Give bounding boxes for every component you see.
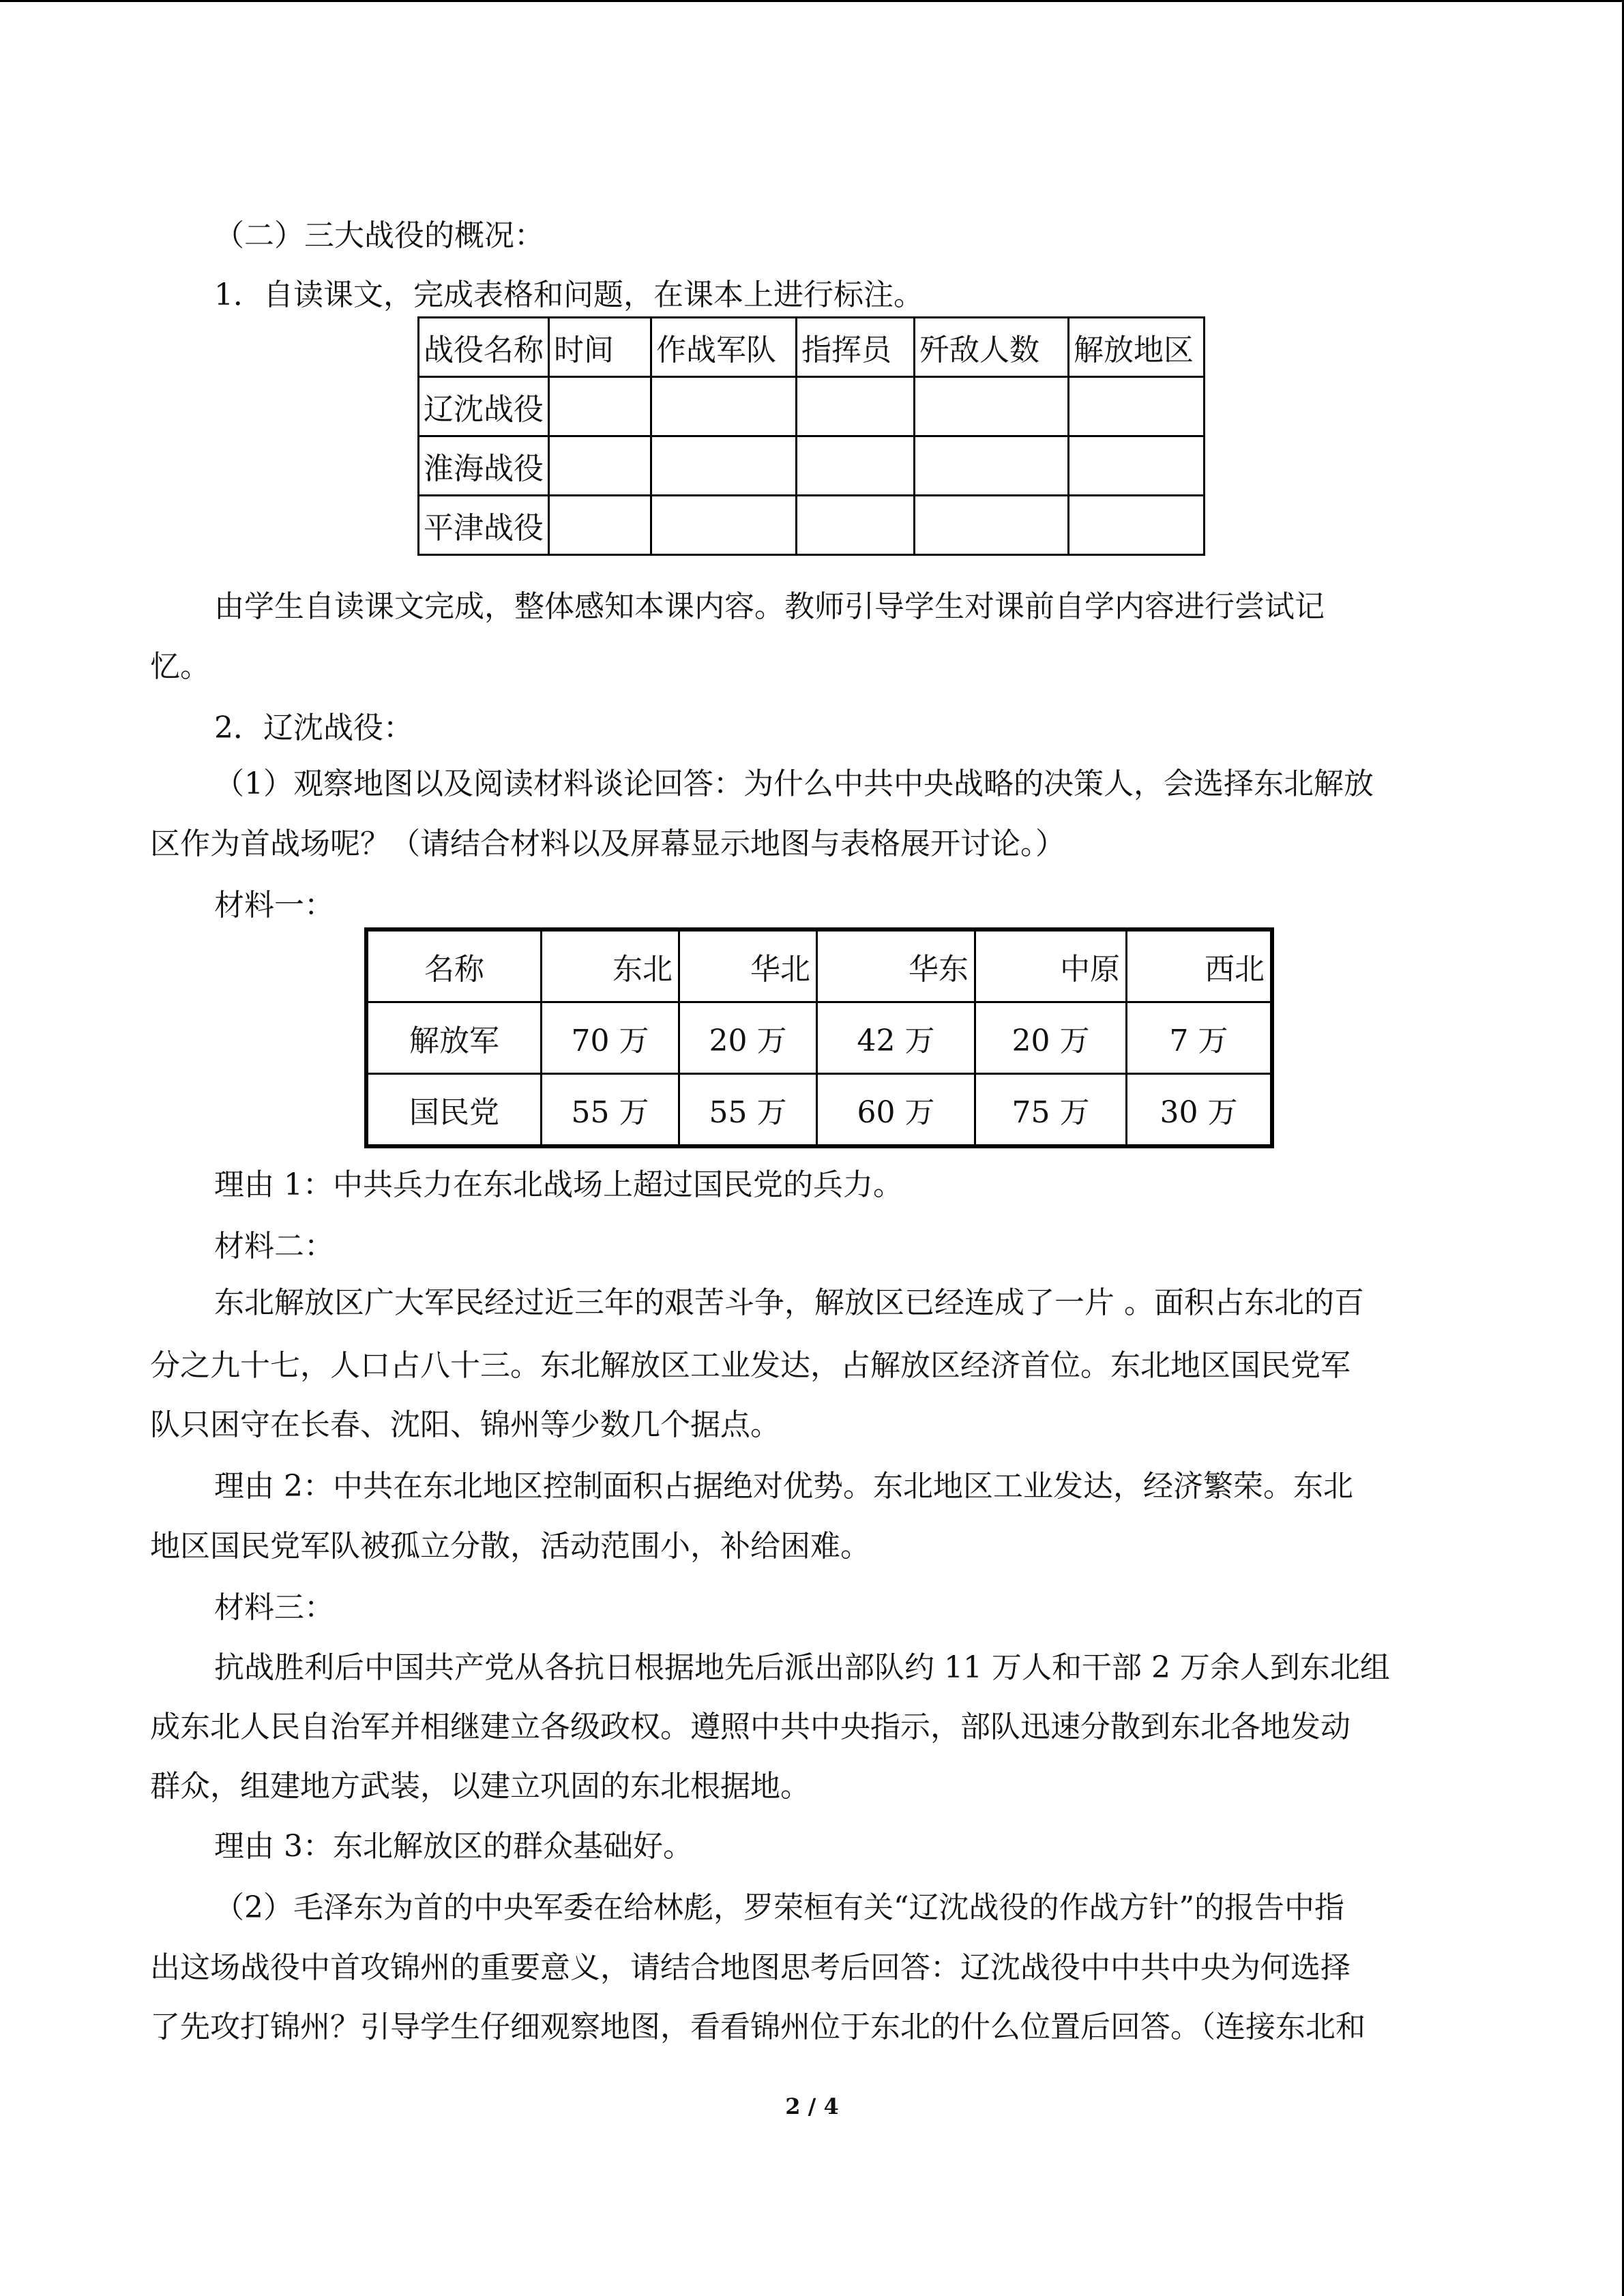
table-cell <box>1069 377 1205 436</box>
table-header-cell: 名称 <box>366 929 542 1002</box>
table-row <box>419 436 1205 496</box>
paragraph-line: 分之九十七，人口占八十三。东北解放区工业发达，占解放区经济首位。东北地区国民党军 <box>150 1348 1350 1383</box>
paragraph-line: （1）观察地图以及阅读材料谈论回答：为什么中共中央战略的决策人，会选择东北解放 <box>214 766 1374 801</box>
table-cell: 75 万 <box>975 1074 1127 1147</box>
paragraph-line: 抗战胜利后中国共产党从各抗日根据地先后派出部队约 11 万人和干部 2 万余人到东北组 <box>214 1650 1390 1685</box>
row-label-cell: 解放军 <box>366 1002 542 1074</box>
paragraph-line: 成东北人民自治军并相继建立各级政权。遵照中共中央指示，部队迅速分散到东北各地发动 <box>150 1710 1350 1744</box>
table-cell <box>797 377 915 436</box>
battle-name-cell: 平津战役 <box>419 496 549 555</box>
table-cell <box>915 436 1069 496</box>
paragraph-line: 出这场战役中首攻锦州的重要意义，请结合地图思考后回答：辽沈战役中中共中央为何选择 <box>150 1950 1350 1985</box>
paragraph-line: 群众，组建地方武装，以建立巩固的东北根据地。 <box>150 1769 810 1804</box>
troop-strength-table <box>364 927 1274 1148</box>
table-cell: 7 万 <box>1127 1002 1273 1074</box>
table-header-cell: 作战军队 <box>651 318 797 377</box>
paragraph-line: 由学生自读课文完成，整体感知本课内容。教师引导学生对课前自学内容进行尝试记 <box>214 589 1325 624</box>
instruction-1: 1．自读课文，完成表格和问题，在课本上进行标注。 <box>214 278 924 312</box>
section-heading: （二）三大战役的概况： <box>214 218 544 253</box>
table-header-cell: 东北 <box>542 929 679 1002</box>
table-cell: 20 万 <box>975 1002 1127 1074</box>
paragraph-line: 了先攻打锦州？引导学生仔细观察地图，看看锦州位于东北的什么位置后回答。（连接东北和 <box>150 2010 1365 2044</box>
table-cell <box>549 377 651 436</box>
battle-overview-table <box>417 316 1205 556</box>
table-header-cell: 歼敌人数 <box>915 318 1069 377</box>
table-header-row <box>366 929 1272 1002</box>
reason-line: 理由 1：中共兵力在东北战场上超过国民党的兵力。 <box>214 1167 903 1202</box>
table-header-cell: 中原 <box>975 929 1127 1002</box>
table-row <box>419 496 1205 555</box>
table-header-cell: 华北 <box>679 929 817 1002</box>
table-cell: 30 万 <box>1127 1074 1273 1147</box>
table-row <box>366 1002 1272 1074</box>
material-label: 材料二： <box>214 1229 334 1264</box>
table-cell: 55 万 <box>679 1074 817 1147</box>
paragraph-line: 区作为首战场呢？（请结合材料以及屏幕显示地图与表格展开讨论。） <box>150 826 1065 861</box>
table-header-cell: 指挥员 <box>797 318 915 377</box>
table-row <box>366 1074 1272 1147</box>
table-cell <box>915 496 1069 555</box>
paragraph-line: 忆。 <box>150 649 210 684</box>
table-row <box>419 377 1205 436</box>
table-header-cell: 战役名称 <box>419 318 549 377</box>
paragraph-line: 队只困守在长春、沈阳、锦州等少数几个据点。 <box>150 1407 780 1442</box>
table-cell <box>797 436 915 496</box>
table-cell <box>549 436 651 496</box>
page-number: 2 / 4 <box>785 2093 839 2119</box>
battle-name-cell: 辽沈战役 <box>419 377 549 436</box>
page-border-top <box>0 0 1624 2</box>
table-header-cell: 华东 <box>817 929 975 1002</box>
table-header-cell: 解放地区 <box>1069 318 1205 377</box>
table-header-cell: 时间 <box>549 318 651 377</box>
row-label-cell: 国民党 <box>366 1074 542 1147</box>
battle-name-cell: 淮海战役 <box>419 436 549 496</box>
material-label: 材料三： <box>214 1590 334 1625</box>
table-cell <box>797 496 915 555</box>
table-cell <box>549 496 651 555</box>
reason-line: 理由 2：中共在东北地区控制面积占据绝对优势。东北地区工业发达，经济繁荣。东北 <box>214 1469 1353 1504</box>
table-cell <box>1069 496 1205 555</box>
table-cell: 55 万 <box>542 1074 679 1147</box>
paragraph-line: 地区国民党军队被孤立分散，活动范围小，补给困难。 <box>150 1529 870 1564</box>
table-cell: 70 万 <box>542 1002 679 1074</box>
table-header-row <box>419 318 1205 377</box>
table-header-cell: 西北 <box>1127 929 1273 1002</box>
table-cell <box>651 377 797 436</box>
table-cell: 20 万 <box>679 1002 817 1074</box>
table-cell <box>651 496 797 555</box>
material-label: 材料一： <box>214 888 334 923</box>
table-cell <box>915 377 1069 436</box>
table-cell: 42 万 <box>817 1002 975 1074</box>
reason-line: 理由 3：东北解放区的群众基础好。 <box>214 1829 693 1864</box>
paragraph-line: 东北解放区广大军民经过近三年的艰苦斗争，解放区已经连成了一片 。面积占东北的百 <box>214 1285 1364 1320</box>
subsection-heading: 2．辽沈战役： <box>214 711 413 745</box>
table-cell <box>651 436 797 496</box>
table-cell <box>1069 436 1205 496</box>
paragraph-line: （2）毛泽东为首的中央军委在给林彪，罗荣桓有关“辽沈战役的作战方针”的报告中指 <box>214 1890 1344 1925</box>
table-cell: 60 万 <box>817 1074 975 1147</box>
